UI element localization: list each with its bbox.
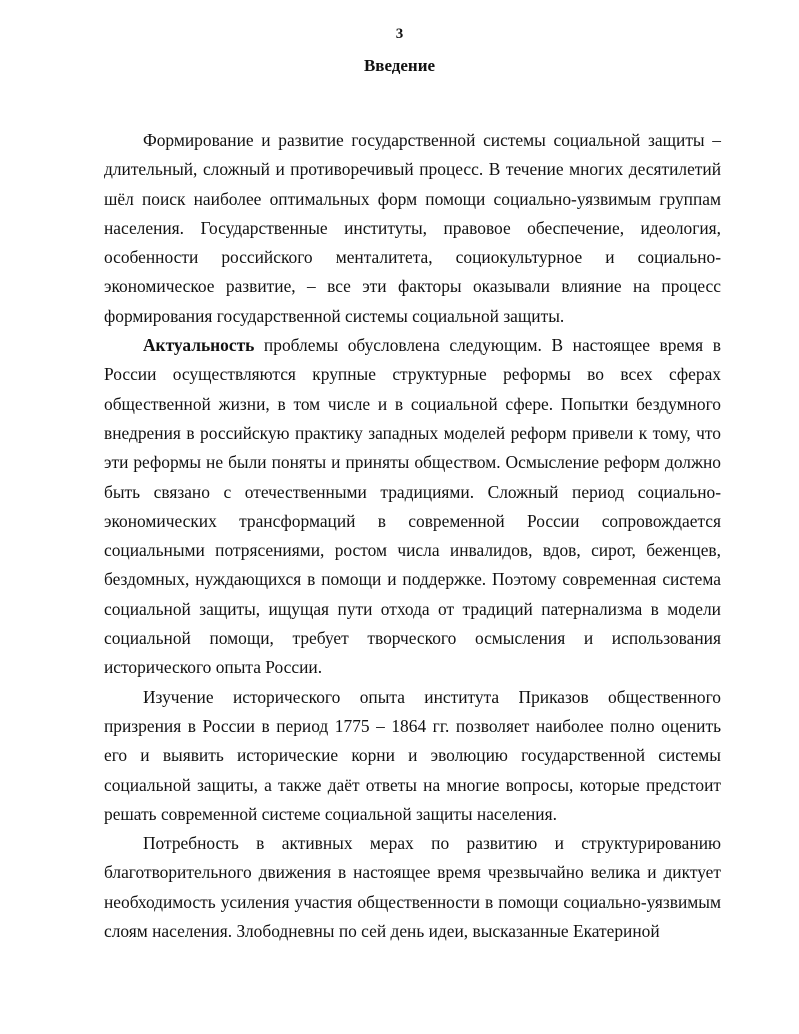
paragraph-3-text: Изучение исторического опыта института Приказов общественного призрения в России в период 1775 – 1864 гг. позволяет наиболее полно оценить его и выявить исторические корни и эволюцию государственной системы социальной защиты, а также даёт ответы на многие вопросы, которые предстоит решать современной системе социальной защиты населения. [104,686,721,824]
paragraph-2-text: проблемы обусловлена следующим. В настоящее время в России осуществляются крупные структурные реформы во всех сферах общественной жизни, в том числе и в социальной сфере. Попытки бездумного внедрения в российскую практику западных моделей реформ привели к тому, что эти реформы не были поняты и приняты обществом. Осмысление реформ должно быть связано с отечественными традициями. Сложный период социально-экономических трансформаций в современной России сопровождается социальными потрясениями, ростом числа инвалидов, вдов, сирот, беженцев, бездомных, нуждающихся в помощи и поддержке. Поэтому современная система социальной защиты, ищущая пути отхода от традиций патернализма в модели социальной помощи, требует творческого осмысления и использования исторического опыта России. [104,335,721,678]
paragraph-4 [104,829,721,946]
paragraph-2-lead: Актуальность [143,335,255,356]
page-number: 3 [395,26,404,42]
paragraph-4-text: Потребность в активных мерах по развитию и структурированию благотворительного движения в настоящее время чрезвычайно велика и диктует необходимость усиления участия общественности в помощи социально-уязвимым слоям населения. Злободневны по сей день идеи, высказанные Екатериной [104,833,721,942]
paragraph-1-text: Формирование и развитие государственной системы социальной защиты – длительный, сложный и противоречивый процесс. В течение многих десятилетий шёл поиск наиболее оптимальных форм помощи социально-уязвимым группам населения. Государственные институты, правовое обеспечение, идеология, особенности российского менталитета, социокультурное и социально-экономическое развитие, – все эти факторы оказывали влияние на процесс формирования государственной системы социальной защиты. [104,130,721,326]
page-title: Введение [363,56,436,75]
paragraph-3 [104,683,721,829]
paragraph-1 [104,126,721,331]
document-body [104,126,721,946]
paragraph-2 [104,331,721,683]
